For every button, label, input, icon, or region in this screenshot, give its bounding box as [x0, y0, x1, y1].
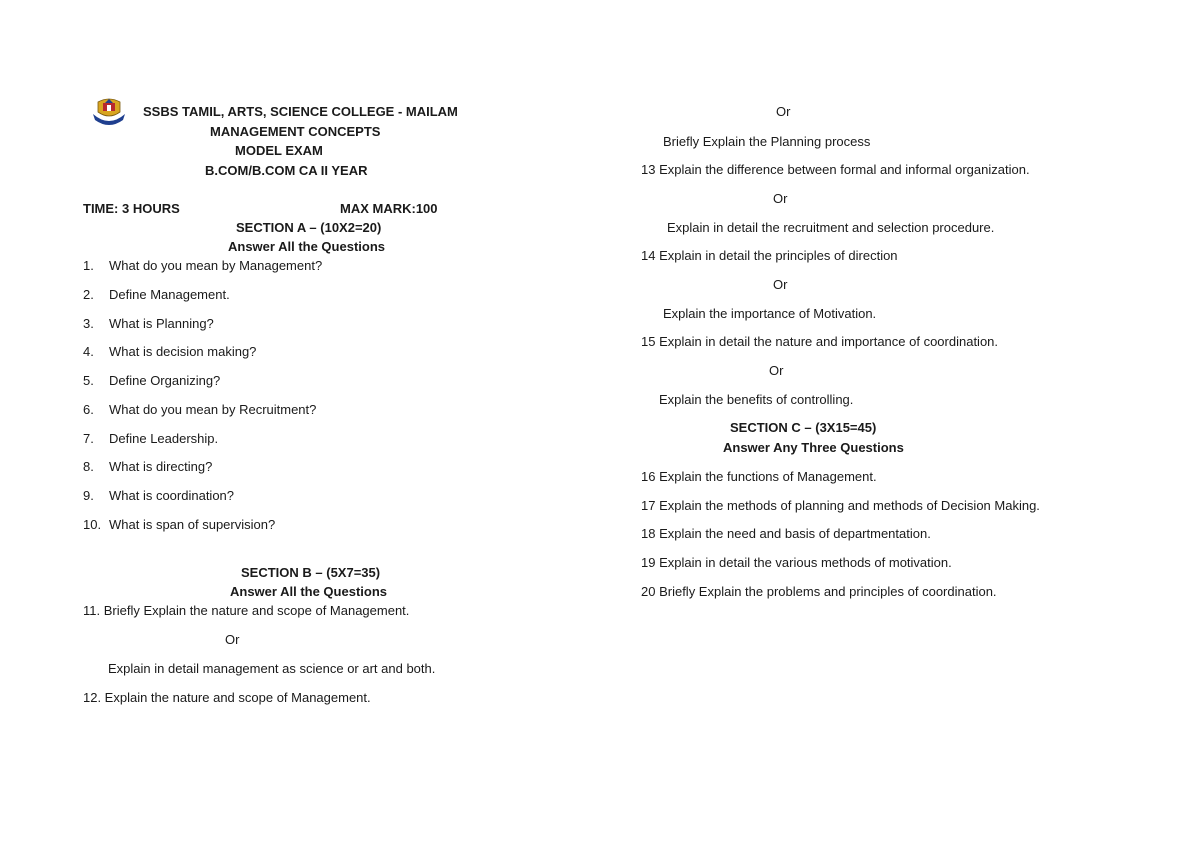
exam-title: MODEL EXAM	[235, 143, 323, 158]
question-13: 13 Explain the difference between formal and informal organization.	[641, 162, 1030, 177]
list-item: 2. Define Management.	[83, 287, 230, 302]
section-c-title: SECTION C – (3X15=45)	[730, 420, 877, 435]
or-separator: Or	[776, 104, 791, 119]
college-logo-icon	[90, 94, 128, 126]
section-a-title: SECTION A – (10X2=20)	[236, 220, 382, 235]
question-14: 14 Explain in detail the principles of direction	[641, 248, 898, 263]
course-title: B.COM/B.COM CA II YEAR	[205, 163, 368, 178]
section-c-instruction: Answer Any Three Questions	[723, 440, 904, 455]
list-item: 20 Briefly Explain the problems and principles of coordination.	[641, 584, 997, 599]
or-separator: Or	[225, 632, 240, 647]
exam-time: TIME: 3 HOURS	[83, 201, 180, 216]
section-b-instruction: Answer All the Questions	[230, 584, 387, 599]
list-item: 16 Explain the functions of Management.	[641, 469, 877, 484]
section-b-title: SECTION B – (5X7=35)	[241, 565, 381, 580]
list-item: 9. What is coordination?	[83, 488, 235, 503]
list-item: 3. What is Planning?	[83, 316, 214, 331]
max-mark: MAX MARK:100	[340, 201, 438, 216]
question-11: 11. Briefly Explain the nature and scope of Management.	[83, 603, 410, 618]
question-12: 12. Explain the nature and scope of Management.	[83, 690, 371, 705]
question-15: 15 Explain in detail the nature and importance of coordination.	[641, 334, 999, 349]
subject-title: MANAGEMENT CONCEPTS	[210, 124, 381, 139]
list-item: 4. What is decision making?	[83, 344, 257, 359]
list-item: 1. What do you mean by Management?	[83, 258, 323, 273]
list-item: 6. What do you mean by Recruitment?	[83, 402, 317, 417]
list-item: 7. Define Leadership.	[83, 431, 219, 446]
or-separator: Or	[773, 191, 788, 206]
question-13-alternative: Explain in detail the recruitment and selection procedure.	[667, 220, 995, 235]
section-a-instruction: Answer All the Questions	[228, 239, 385, 254]
list-item: 5. Define Organizing?	[83, 373, 221, 388]
list-item: 18 Explain the need and basis of departmentation.	[641, 526, 931, 541]
question-14-alternative: Explain the importance of Motivation.	[663, 306, 877, 321]
or-separator: Or	[773, 277, 788, 292]
list-item: 19 Explain in detail the various methods of motivation.	[641, 555, 952, 570]
question-11-alternative: Explain in detail management as science or art and both.	[108, 661, 436, 676]
or-separator: Or	[769, 363, 784, 378]
question-15-alternative: Explain the benefits of controlling.	[659, 392, 854, 407]
list-item: 17 Explain the methods of planning and methods of Decision Making.	[641, 498, 1040, 513]
list-item: 10. What is span of supervision?	[83, 517, 276, 532]
list-item: 8. What is directing?	[83, 459, 213, 474]
question-12-alternative: Briefly Explain the Planning process	[663, 134, 871, 149]
college-name: SSBS TAMIL, ARTS, SCIENCE COLLEGE - MAILAM	[143, 104, 458, 119]
